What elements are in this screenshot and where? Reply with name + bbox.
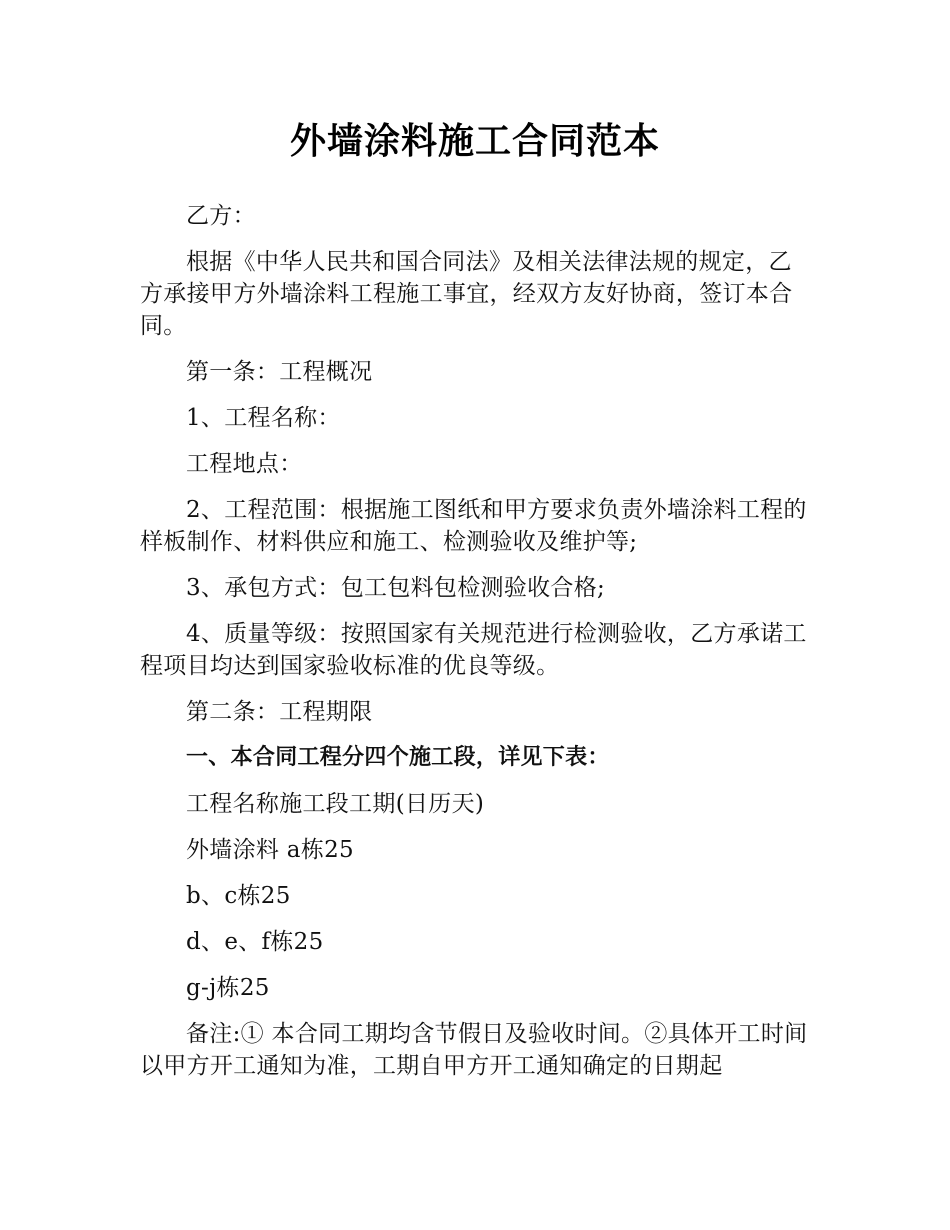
project-scope-paragraph: 2、工程范围：根据施工图纸和甲方要求负责外墙涂料工程的样板制作、材料供应和施工、检测验收及维护等; [140, 497, 807, 555]
schedule-table-header: 工程名称施工段工期(日历天) [186, 791, 485, 817]
contract-method-line: 3、承包方式：包工包料包检测验收合格; [186, 575, 606, 601]
document-title: 外墙涂料施工合同范本 [289, 121, 660, 162]
schedule-row: b、c栋25 [186, 883, 291, 909]
schedule-row: 外墙涂料 a栋25 [186, 837, 354, 863]
article-2-heading: 第二条：工程期限 [186, 699, 373, 725]
preamble-paragraph: 根据《中华人民共和国合同法》及相关法律法规的规定，乙方承接甲方外墙涂料工程施工事宜，经双方友好协商，签订本合同。 [140, 249, 793, 339]
remarks-paragraph: 备注:① 本合同工期均含节假日及验收时间。②具体开工时间以甲方开工通知为准，工期自甲方开工通知确定的日期起 [140, 1021, 808, 1079]
project-location-line: 工程地点： [186, 451, 303, 477]
party-b-line: 乙方： [186, 203, 256, 229]
construction-sections-heading: 一、本合同工程分四个施工段，详见下表： [186, 745, 610, 770]
quality-grade-paragraph: 4、质量等级：按照国家有关规范进行检测验收，乙方承诺工程项目均达到国家验收标准的优良等级。 [140, 621, 807, 679]
schedule-row: d、e、f栋25 [186, 929, 324, 955]
article-1-heading: 第一条：工程概况 [186, 359, 373, 385]
project-name-line: 1、工程名称： [186, 405, 341, 431]
document-body [140, 200, 810, 1096]
schedule-row: g-j栋25 [186, 975, 270, 1001]
